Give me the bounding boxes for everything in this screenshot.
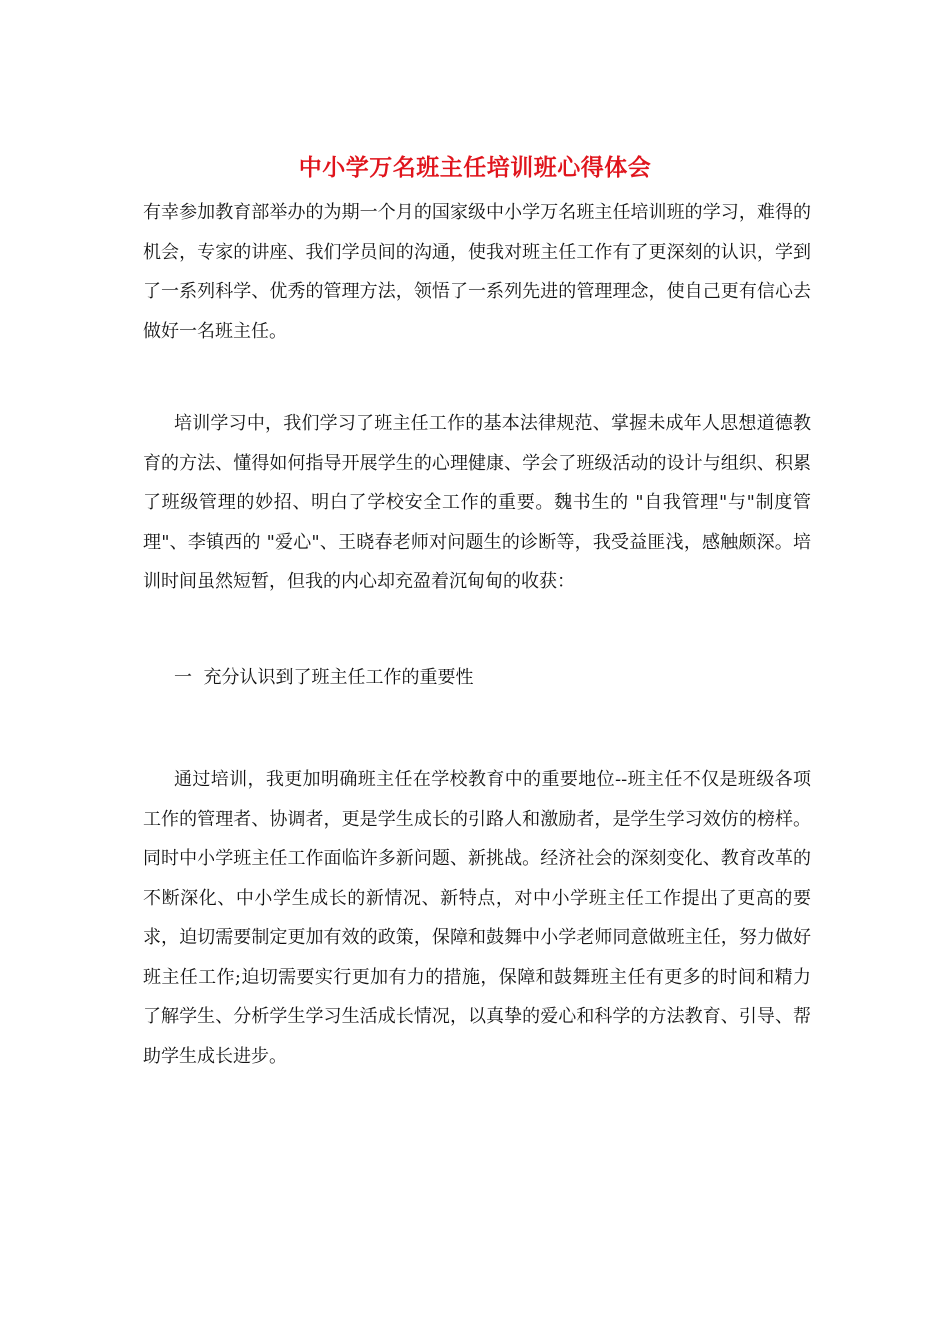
document-title: 中小学万名班主任培训班心得体会 [298, 154, 652, 181]
section-heading: 一 充分认识到了班主任工作的重要性 [174, 667, 474, 688]
paragraph-training-content: 培训学习中，我们学习了班主任工作的基本法律规范、掌握未成年人思想道德教育的方法、懂得如何指导开展学生的心理健康、学会了班级活动的设计与组织、积累了班级管理的妙招、明白了学校安全工作的重要。魏书生的 "自我管理"与"制度管理"、李镇西的 "爱心"、王晓春老师对问题生的诊断等，我受益匪浅，感触颇深。培训时间虽然短暂，但我的内心却充盈着沉甸甸的收获： [143, 413, 811, 592]
paragraph-importance: 通过培训，我更加明确班主任在学校教育中的重要地位--班主任不仅是班级各项工作的管理者、协调者，更是学生成长的引路人和激励者，是学生学习效仿的榜样。同时中小学班主任工作面临许多新问题、新挑战。经济社会的深刻变化、教育改革的不断深化、中小学生成长的新情况、新特点，对中小学班主任工作提出了更高的要求，迫切需要制定更加有效的政策，保障和鼓舞中小学老师同意做班主任，努力做好班主任工作;迫切需要实行更加有力的措施，保障和鼓舞班主任有更多的时间和精力了解学生、分析学生学习生活成长情况，以真挚的爱心和科学的方法教育、引导、帮助学生成长进步。 [143, 769, 811, 1067]
paragraph-intro: 有幸参加教育部举办的为期一个月的国家级中小学万名班主任培训班的学习，难得的机会，专家的讲座、我们学员间的沟通，使我对班主任工作有了更深刻的认识，学到了一系列科学、优秀的管理方法，领悟了一系列先进的管理理念，使自己更有信心去做好一名班主任。 [143, 202, 811, 342]
